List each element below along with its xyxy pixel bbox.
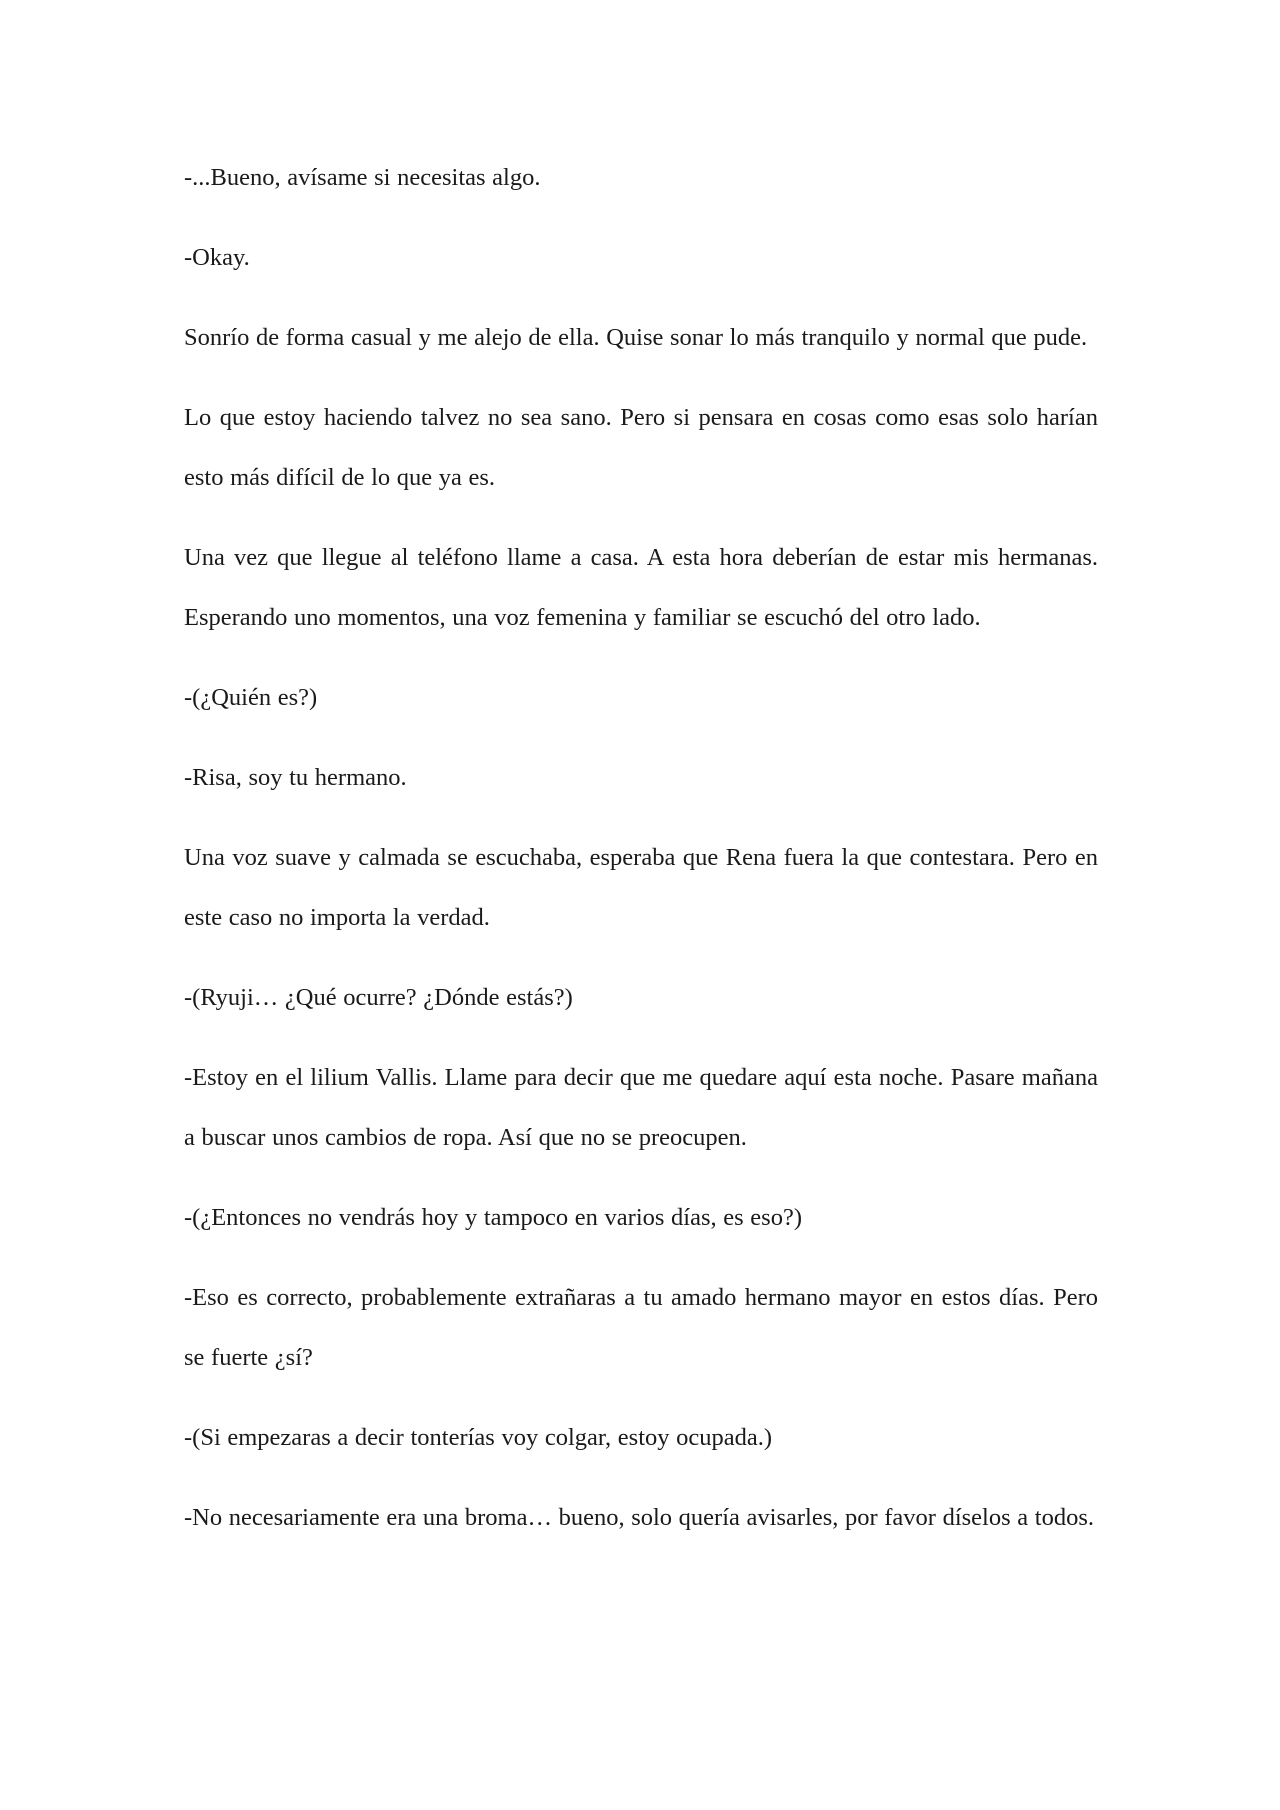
paragraph: -Risa, soy tu hermano. [184,764,407,791]
paragraph: -Eso es correcto, probablemente extrañaras a tu amado hermano mayor en estos días. Pero se fuerte ¿sí? [184,1284,1098,1371]
paragraph: Una vez que llegue al teléfono llame a casa. A esta hora deberían de estar mis hermanas. Esperando uno momentos, una voz femenina y familiar se escuchó del otro lado. [184,544,1098,631]
paragraph: -Okay. [184,244,250,271]
paragraph: -No necesariamente era una broma… bueno, solo quería avisarles, por favor díselos a todos. [184,1504,1094,1531]
paragraph: -(¿Quién es?) [184,684,318,711]
paragraph: -...Bueno, avísame si necesitas algo. [184,164,541,191]
paragraph: Una voz suave y calmada se escuchaba, esperaba que Rena fuera la que contestara. Pero en este caso no importa la verdad. [184,844,1098,931]
paragraph: Lo que estoy haciendo talvez no sea sano. Pero si pensara en cosas como esas solo harían esto más difícil de lo que ya es. [184,404,1098,491]
paragraph: -(Ryuji… ¿Qué ocurre? ¿Dónde estás?) [184,984,573,1011]
paragraph: -(Si empezaras a decir tonterías voy colgar, estoy ocupada.) [184,1424,773,1451]
paragraph: Sonrío de forma casual y me alejo de ella. Quise sonar lo más tranquilo y normal que pude. [184,324,1088,351]
paragraph: -Estoy en el lilium Vallis. Llame para decir que me quedare aquí esta noche. Pasare mañana a buscar unos cambios de ropa. Así que no se preocupen. [184,1064,1098,1151]
paragraph: -(¿Entonces no vendrás hoy y tampoco en varios días, es eso?) [184,1204,802,1231]
